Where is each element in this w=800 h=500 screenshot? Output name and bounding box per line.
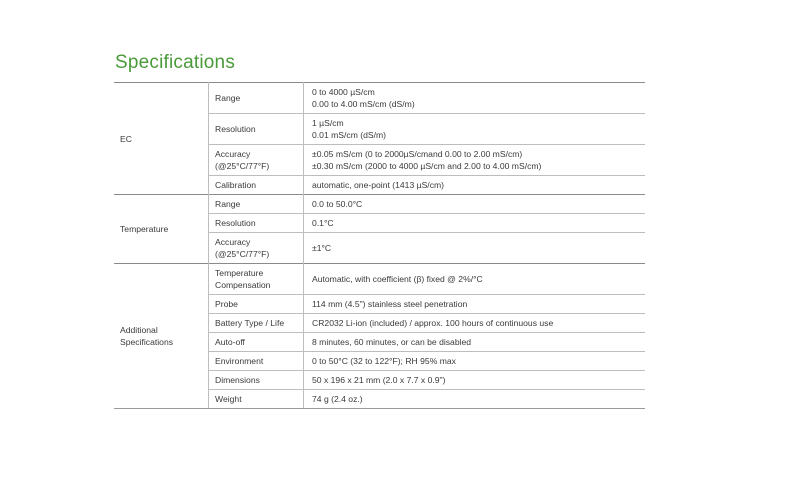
group-label-ec: EC — [114, 83, 209, 195]
spec-label: Accuracy (@25°C/77°F) — [209, 145, 304, 176]
spec-value: automatic, one-point (1413 µS/cm) — [304, 176, 646, 195]
spec-value: 74 g (2.4 oz.) — [304, 390, 646, 409]
spec-label: Environment — [209, 352, 304, 371]
specifications-table — [114, 82, 645, 409]
spec-value: CR2032 Li-ion (included) / approx. 100 hours of continuous use — [304, 314, 646, 333]
spec-label: Range — [209, 83, 304, 114]
spec-value: 0 to 4000 µS/cm 0.00 to 4.00 mS/cm (dS/m) — [304, 83, 646, 114]
group-label-additional-specifications: Additional Specifications — [114, 264, 209, 409]
spec-value: ±1°C — [304, 233, 646, 264]
spec-value: Automatic, with coefficient (β) fixed @ 2%/°C — [304, 264, 646, 295]
spec-label: Resolution — [209, 114, 304, 145]
table-row — [114, 264, 645, 295]
spec-label: Auto-off — [209, 333, 304, 352]
spec-label: Range — [209, 195, 304, 214]
spec-value: 114 mm (4.5") stainless steel penetration — [304, 295, 646, 314]
table-row — [114, 195, 645, 214]
spec-label: Accuracy (@25°C/77°F) — [209, 233, 304, 264]
spec-value: 8 minutes, 60 minutes, or can be disabled — [304, 333, 646, 352]
spec-value: 1 µS/cm 0.01 mS/cm (dS/m) — [304, 114, 646, 145]
group-label-temperature: Temperature — [114, 195, 209, 264]
spec-label: Temperature Compensation — [209, 264, 304, 295]
spec-value: ±0.05 mS/cm (0 to 2000µS/cmand 0.00 to 2.00 mS/cm) ±0.30 mS/cm (2000 to 4000 µS/cm and 2.00 to 4.00 mS/cm) — [304, 145, 646, 176]
spec-label: Calibration — [209, 176, 304, 195]
spec-label: Probe — [209, 295, 304, 314]
spec-label: Dimensions — [209, 371, 304, 390]
spec-value: 0.1°C — [304, 214, 646, 233]
spec-label: Battery Type / Life — [209, 314, 304, 333]
spec-label: Weight — [209, 390, 304, 409]
table-row — [114, 83, 645, 114]
page-title: Specifications — [115, 52, 236, 73]
spec-value: 0.0 to 50.0°C — [304, 195, 646, 214]
spec-value: 0 to 50°C (32 to 122°F); RH 95% max — [304, 352, 646, 371]
spec-value: 50 x 196 x 21 mm (2.0 x 7.7 x 0.9") — [304, 371, 646, 390]
spec-label: Resolution — [209, 214, 304, 233]
